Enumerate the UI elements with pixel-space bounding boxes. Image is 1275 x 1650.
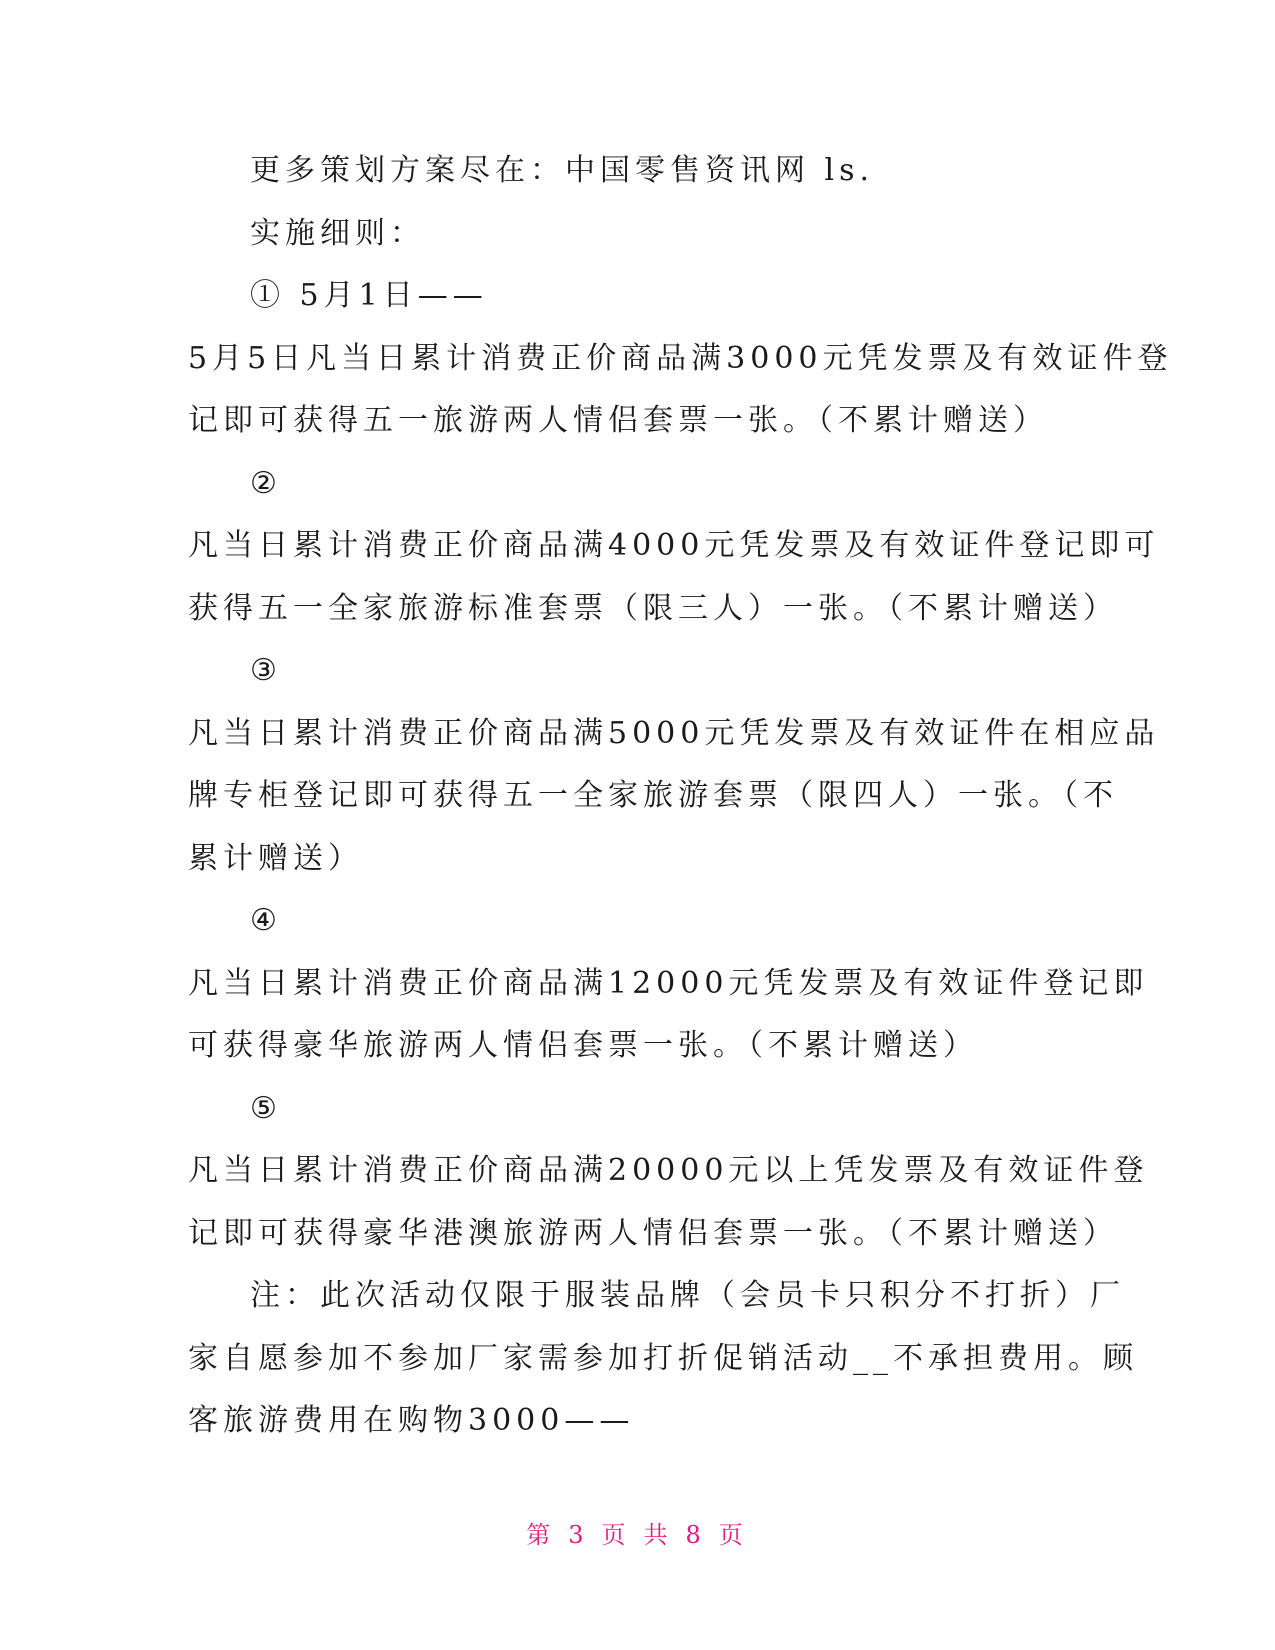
note-line: 注：此次活动仅限于服装品牌（会员卡只积分不打折）厂: [250, 1278, 1125, 1313]
text-line: 凡当日累计消费正价商品满5000元凭发票及有效证件在相应品: [188, 715, 1160, 751]
page-footer: [0, 1515, 1275, 1550]
list-item-marker: ③: [250, 653, 282, 688]
footer-label-ye2: 页: [718, 1521, 749, 1549]
text-line: 累计赠送）: [188, 840, 363, 876]
footer-label-page: 第: [526, 1521, 557, 1549]
text-line: 获得五一全家旅游标准套票（限三人）一张。（不累计赠送）: [188, 590, 1118, 626]
current-page-number: 3: [568, 1521, 590, 1549]
text-line: 凡当日累计消费正价商品满4000元凭发票及有效证件登记即可: [188, 528, 1160, 563]
text-line: 可获得豪华旅游两人情侣套票一张。（不累计赠送）: [188, 1028, 978, 1063]
text-line: 记即可获得五一旅游两人情侣套票一张。（不累计赠送）: [188, 403, 1048, 438]
text-line: 家自愿参加不参加厂家需参加打折促销活动__不承担费用。顾: [188, 1340, 1138, 1376]
text-line: 凡当日累计消费正价商品满20000元以上凭发票及有效证件登: [188, 1153, 1149, 1188]
text-line: 记即可获得豪华港澳旅游两人情侣套票一张。（不累计赠送）: [188, 1215, 1118, 1251]
footer-label-ye: 页: [601, 1521, 632, 1549]
list-item-marker: ②: [250, 465, 282, 501]
text-line: 5月5日凡当日累计消费正价商品满3000元凭发票及有效证件登: [188, 340, 1173, 376]
text-line: 凡当日累计消费正价商品满12000元凭发票及有效证件登记即: [188, 965, 1149, 1001]
text-line: 更多策划方案尽在：中国零售资讯网 ls.: [250, 153, 875, 188]
list-item-marker: ④: [250, 903, 282, 938]
section-heading: 实施细则：: [250, 215, 425, 251]
total-pages-number: 8: [685, 1521, 707, 1549]
list-item-marker: ① 5月1日——: [250, 278, 488, 313]
text-line: 牌专柜登记即可获得五一全家旅游套票（限四人）一张。（不: [188, 778, 1118, 813]
footer-label-total: 共: [643, 1521, 674, 1549]
document-body: [188, 140, 1173, 1453]
text-line: 客旅游费用在购物3000——: [188, 1403, 635, 1438]
list-item-marker: ⑤: [250, 1090, 282, 1126]
